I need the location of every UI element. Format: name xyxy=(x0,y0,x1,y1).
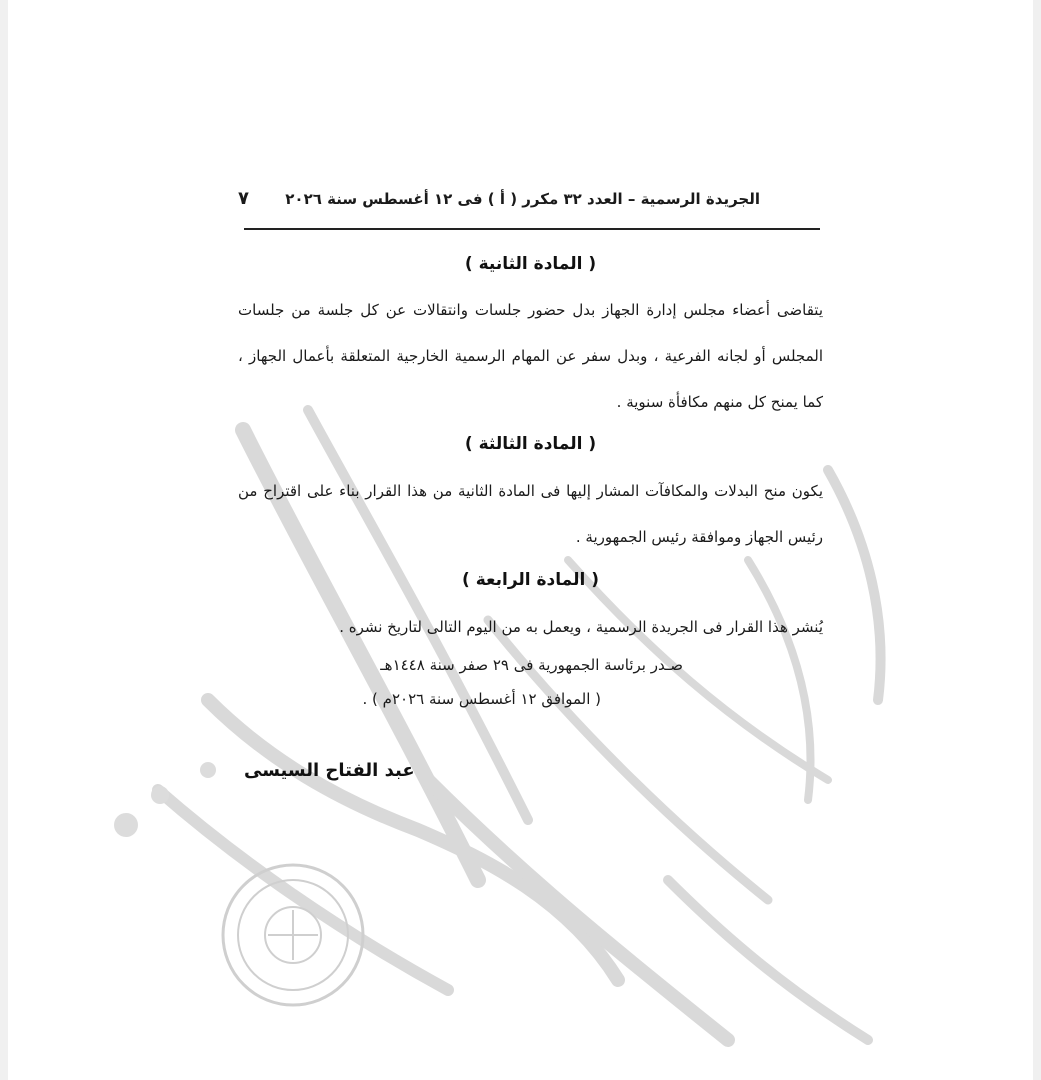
page-number: ٧ xyxy=(238,188,249,209)
signature-name: عبد الفتاح السيسى xyxy=(244,760,415,781)
article-2-heading: ( المادة الثانية ) xyxy=(464,254,597,274)
header-title: الجريدة الرسمية – العدد ٣٢ مكرر ( أ ) فى ١٢ أغسطس سنة ٢٠٢٦ xyxy=(285,190,760,208)
issued-gregorian-date: ( الموافق ١٢ أغسطس سنة ٢٠٢٦م ) . xyxy=(362,690,601,708)
document-page xyxy=(8,0,1033,1080)
issued-hijri-date: صـدر برئاسة الجمهورية فى ٢٩ صفر سنة ١٤٤٨هـ xyxy=(380,656,683,674)
header-rule xyxy=(244,228,820,230)
gazette-header xyxy=(238,186,818,216)
article-3-text: يكون منح البدلات والمكافآت المشار إليها فى المادة الثانية من هذا القرار بناء على اقتراح من رئيس الجهاز وموافقة رئيس الجمهورية . xyxy=(238,482,823,546)
article-3-heading: ( المادة الثالثة ) xyxy=(464,434,597,454)
article-2-text: يتقاضى أعضاء مجلس إدارة الجهاز بدل حضور جلسات وانتقالات عن كل جلسة من جلسات المجلس أو لجانه الفرعية ، وبدل سفر عن المهام الرسمية الخارجية المتعلقة بأعمال الجهاز ، كما يمنح كل منهم مكافأة سنوية . xyxy=(238,301,823,411)
article-4-heading: ( المادة الرابعة ) xyxy=(462,570,599,590)
issuance-block xyxy=(238,652,823,712)
article-4-text: يُنشر هذا القرار فى الجريدة الرسمية ، ويعمل به من اليوم التالى لتاريخ نشره . xyxy=(339,618,823,636)
seal xyxy=(223,865,363,1005)
